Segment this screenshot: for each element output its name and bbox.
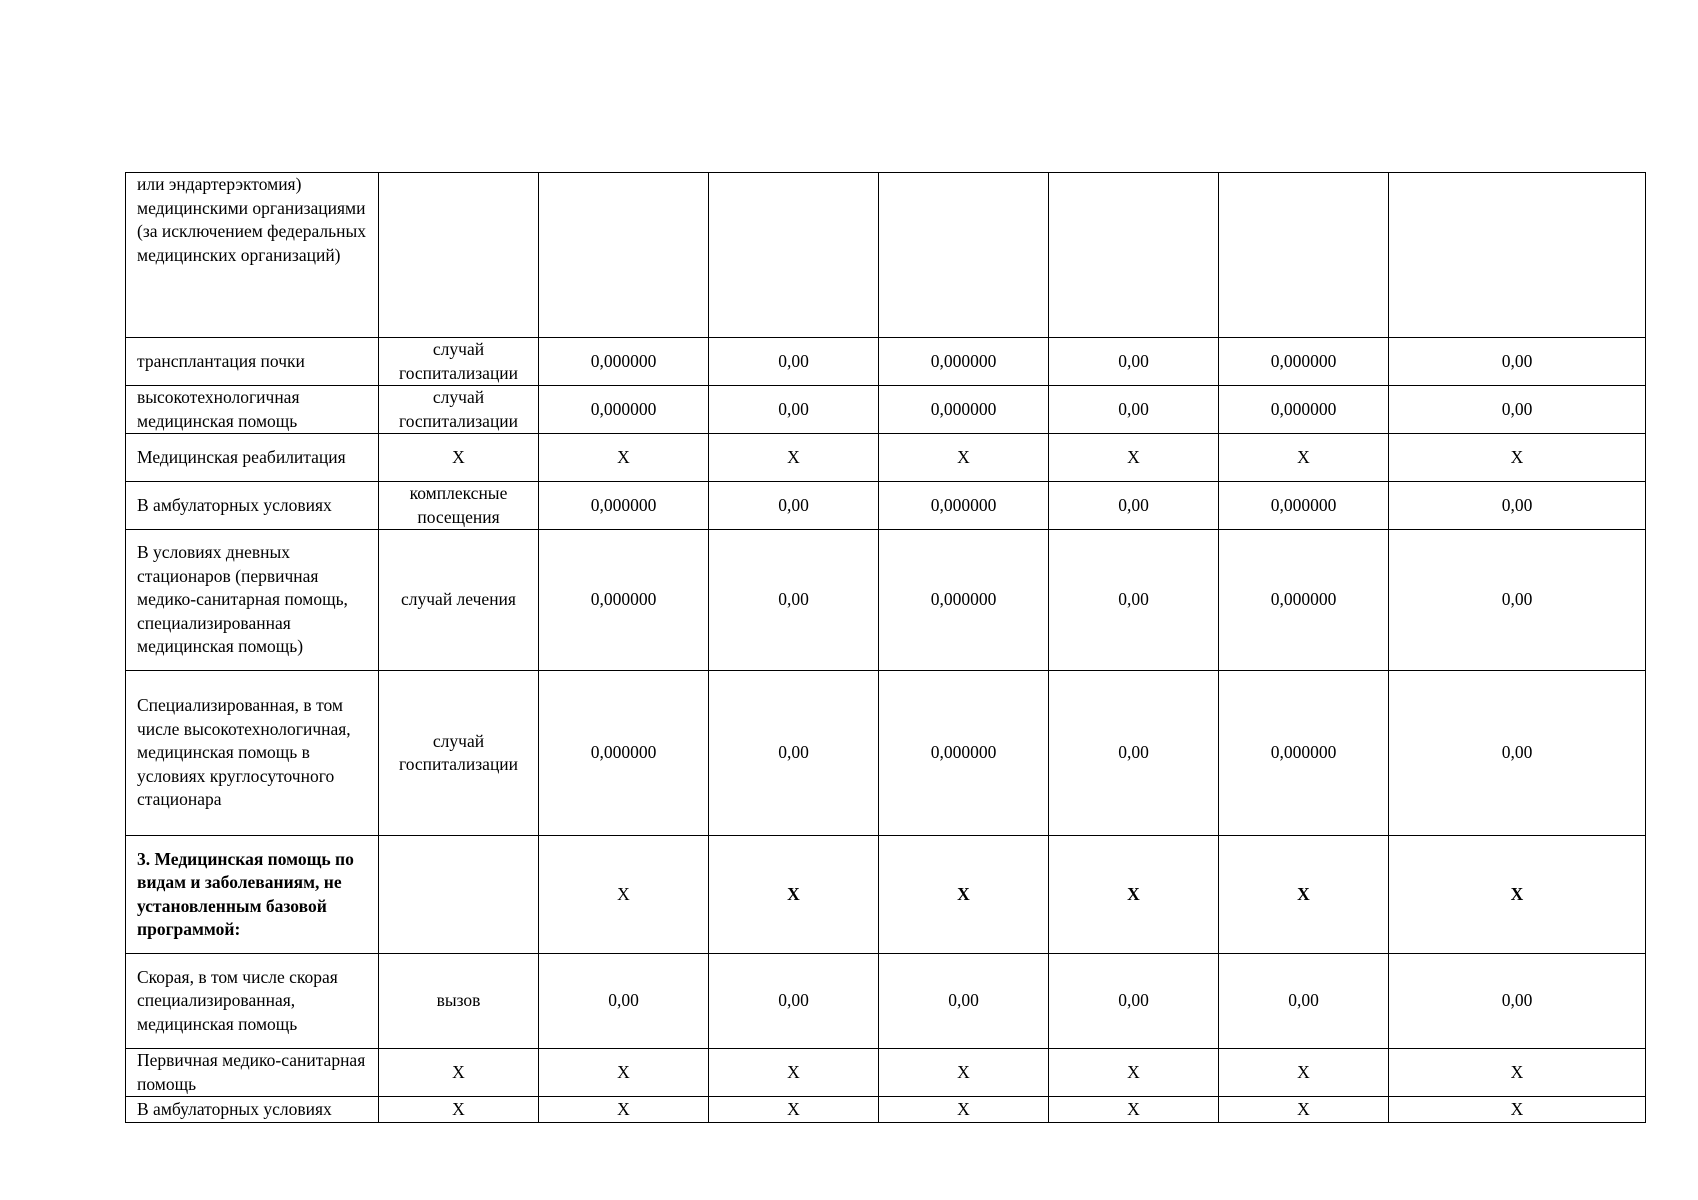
table-row xyxy=(126,434,1646,482)
row-value-1: Х xyxy=(539,434,709,482)
row-label: Первичная медико-санитарная помощь xyxy=(126,1049,379,1097)
row-unit: случай госпитализации xyxy=(379,386,539,434)
row-value-6: 0,00 xyxy=(1389,530,1646,671)
row-value-3: 0,000000 xyxy=(879,671,1049,836)
row-value-6: Х xyxy=(1389,836,1646,954)
row-value-4: Х xyxy=(1049,1049,1219,1097)
row-value-3 xyxy=(879,173,1049,338)
row-value-1: 0,000000 xyxy=(539,671,709,836)
row-unit: Х xyxy=(379,1097,539,1123)
row-value-4: 0,00 xyxy=(1049,482,1219,530)
row-value-2: 0,00 xyxy=(709,386,879,434)
row-unit: Х xyxy=(379,1049,539,1097)
table-body xyxy=(126,173,1646,1123)
row-value-2: Х xyxy=(709,434,879,482)
row-unit xyxy=(379,836,539,954)
row-value-2: Х xyxy=(709,836,879,954)
row-value-2: Х xyxy=(709,1097,879,1123)
row-value-4: 0,00 xyxy=(1049,338,1219,386)
row-unit: случай госпитализации xyxy=(379,338,539,386)
row-value-1: 0,000000 xyxy=(539,482,709,530)
row-value-1: Х xyxy=(539,1097,709,1123)
row-value-3: Х xyxy=(879,434,1049,482)
row-label: или эндартерэктомия) медицинскими организациями (за исключением федеральных медицинских организаций) xyxy=(126,173,379,338)
row-value-4: Х xyxy=(1049,836,1219,954)
row-value-6 xyxy=(1389,173,1646,338)
table-row xyxy=(126,173,1646,338)
row-value-3: 0,000000 xyxy=(879,482,1049,530)
table-row xyxy=(126,530,1646,671)
row-value-6: Х xyxy=(1389,1097,1646,1123)
row-value-2: 0,00 xyxy=(709,954,879,1049)
row-unit: вызов xyxy=(379,954,539,1049)
table-row xyxy=(126,954,1646,1049)
row-value-1: 0,000000 xyxy=(539,386,709,434)
row-label: В амбулаторных условиях xyxy=(126,1097,379,1123)
row-value-5 xyxy=(1219,173,1389,338)
row-value-5: 0,000000 xyxy=(1219,338,1389,386)
row-label: Скорая, в том числе скорая специализированная, медицинская помощь xyxy=(126,954,379,1049)
row-value-5: Х xyxy=(1219,434,1389,482)
row-value-4: Х xyxy=(1049,1097,1219,1123)
row-value-3: 0,000000 xyxy=(879,386,1049,434)
row-value-6: 0,00 xyxy=(1389,386,1646,434)
row-value-2: 0,00 xyxy=(709,530,879,671)
row-value-4 xyxy=(1049,173,1219,338)
row-value-2: 0,00 xyxy=(709,338,879,386)
row-value-5: 0,000000 xyxy=(1219,482,1389,530)
row-value-2: 0,00 xyxy=(709,671,879,836)
row-value-5: 0,000000 xyxy=(1219,530,1389,671)
row-value-5: 0,000000 xyxy=(1219,386,1389,434)
row-label: В амбулаторных условиях xyxy=(126,482,379,530)
row-label: Медицинская реабилитация xyxy=(126,434,379,482)
row-value-2 xyxy=(709,173,879,338)
row-unit: случай госпитализации xyxy=(379,671,539,836)
row-value-1: 0,00 xyxy=(539,954,709,1049)
row-value-1: Х xyxy=(539,1049,709,1097)
row-value-3: Х xyxy=(879,836,1049,954)
row-value-5: Х xyxy=(1219,1097,1389,1123)
table-row xyxy=(126,386,1646,434)
row-value-3: 0,000000 xyxy=(879,338,1049,386)
row-value-5: Х xyxy=(1219,836,1389,954)
row-value-4: 0,00 xyxy=(1049,530,1219,671)
row-value-5: 0,00 xyxy=(1219,954,1389,1049)
row-value-3: Х xyxy=(879,1049,1049,1097)
table-row xyxy=(126,836,1646,954)
row-label: высокотехнологичная медицинская помощь xyxy=(126,386,379,434)
row-value-1: 0,000000 xyxy=(539,530,709,671)
row-label: трансплантация почки xyxy=(126,338,379,386)
volume-table xyxy=(125,172,1646,1123)
row-value-2: 0,00 xyxy=(709,482,879,530)
table-row xyxy=(126,1097,1646,1123)
row-value-6: 0,00 xyxy=(1389,338,1646,386)
row-value-4: 0,00 xyxy=(1049,386,1219,434)
row-value-1: Х xyxy=(539,836,709,954)
table-row xyxy=(126,671,1646,836)
row-value-6: Х xyxy=(1389,434,1646,482)
row-value-3: 0,00 xyxy=(879,954,1049,1049)
row-value-4: 0,00 xyxy=(1049,671,1219,836)
row-unit xyxy=(379,173,539,338)
row-value-6: 0,00 xyxy=(1389,671,1646,836)
row-value-3: Х xyxy=(879,1097,1049,1123)
table-row xyxy=(126,1049,1646,1097)
table-row xyxy=(126,482,1646,530)
row-value-2: Х xyxy=(709,1049,879,1097)
row-unit: случай лечения xyxy=(379,530,539,671)
row-label: В условиях дневных стационаров (первичная медико-санитарная помощь, специализированная медицинская помощь) xyxy=(126,530,379,671)
row-value-1: 0,000000 xyxy=(539,338,709,386)
row-value-3: 0,000000 xyxy=(879,530,1049,671)
row-value-5: 0,000000 xyxy=(1219,671,1389,836)
table-row xyxy=(126,338,1646,386)
row-value-6: Х xyxy=(1389,1049,1646,1097)
row-unit: Х xyxy=(379,434,539,482)
row-label: Специализированная, в том числе высокотехнологичная, медицинская помощь в условиях круглосуточного стационара xyxy=(126,671,379,836)
row-value-4: Х xyxy=(1049,434,1219,482)
row-unit: комплексные посещения xyxy=(379,482,539,530)
row-value-1 xyxy=(539,173,709,338)
row-value-6: 0,00 xyxy=(1389,482,1646,530)
row-value-5: Х xyxy=(1219,1049,1389,1097)
row-label: 3. Медицинская помощь по видам и заболеваниям, не установленным базовой программой: xyxy=(126,836,379,954)
row-value-6: 0,00 xyxy=(1389,954,1646,1049)
row-value-4: 0,00 xyxy=(1049,954,1219,1049)
